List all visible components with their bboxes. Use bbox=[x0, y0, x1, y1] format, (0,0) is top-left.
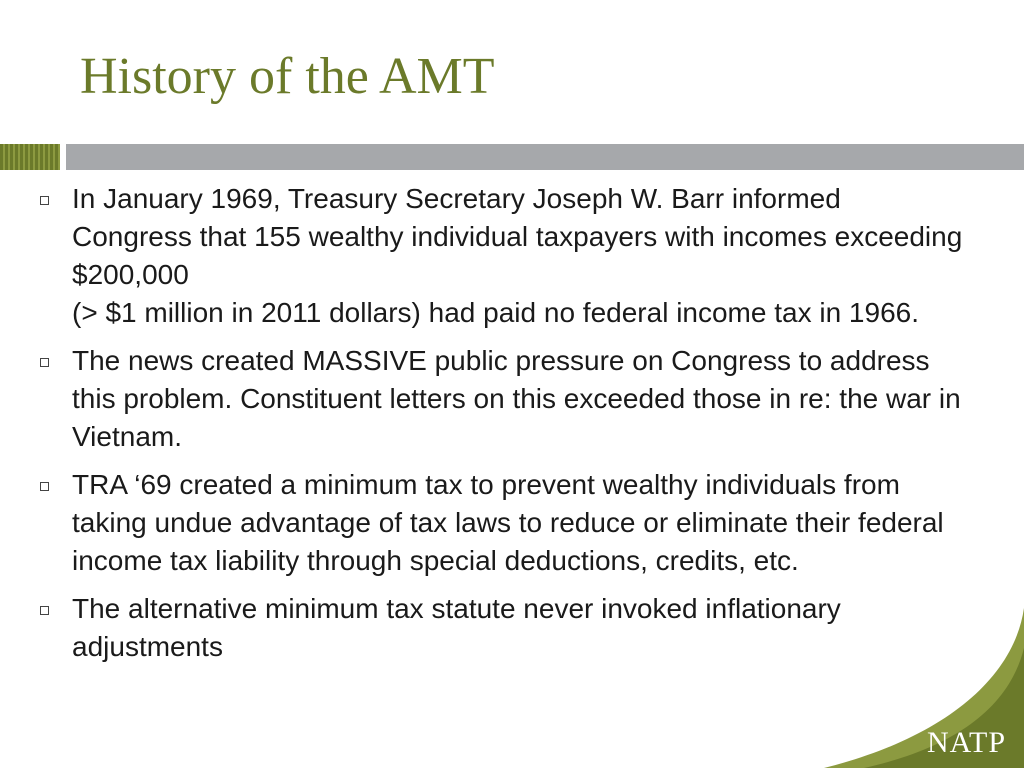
square-bullet-icon bbox=[40, 196, 49, 205]
bullet-text: The news created MASSIVE public pressure on Congress to address this problem. Constituent letters on this exceeded those in re: the war in Vietnam. bbox=[72, 345, 961, 452]
title-divider bbox=[0, 144, 1024, 170]
bullet-item bbox=[36, 180, 966, 332]
divider-bar bbox=[66, 144, 1024, 170]
bullet-text: TRA ‘69 created a minimum tax to prevent wealthy individuals from taking undue advantage of tax laws to reduce or eliminate their federal income tax liability through special deductions, credits, etc. bbox=[72, 469, 944, 576]
square-bullet-icon bbox=[40, 606, 49, 615]
bullet-text: In January 1969, Treasury Secretary Joseph W. Barr informed Congress that 155 wealthy individual taxpayers with incomes exceeding $200,000 (> $1 million in 2011 dollars) had paid no federal income tax in 1966. bbox=[72, 183, 963, 328]
bullet-list bbox=[36, 180, 966, 676]
bullet-text: The alternative minimum tax statute never invoked inflationary adjustments bbox=[72, 593, 841, 662]
divider-stripes bbox=[0, 144, 60, 170]
natp-logo: NATP bbox=[926, 726, 1006, 759]
bullet-item bbox=[36, 342, 966, 456]
square-bullet-icon bbox=[40, 482, 49, 491]
slide-title: History of the AMT bbox=[80, 48, 495, 105]
square-bullet-icon bbox=[40, 358, 49, 367]
bullet-item bbox=[36, 466, 966, 580]
